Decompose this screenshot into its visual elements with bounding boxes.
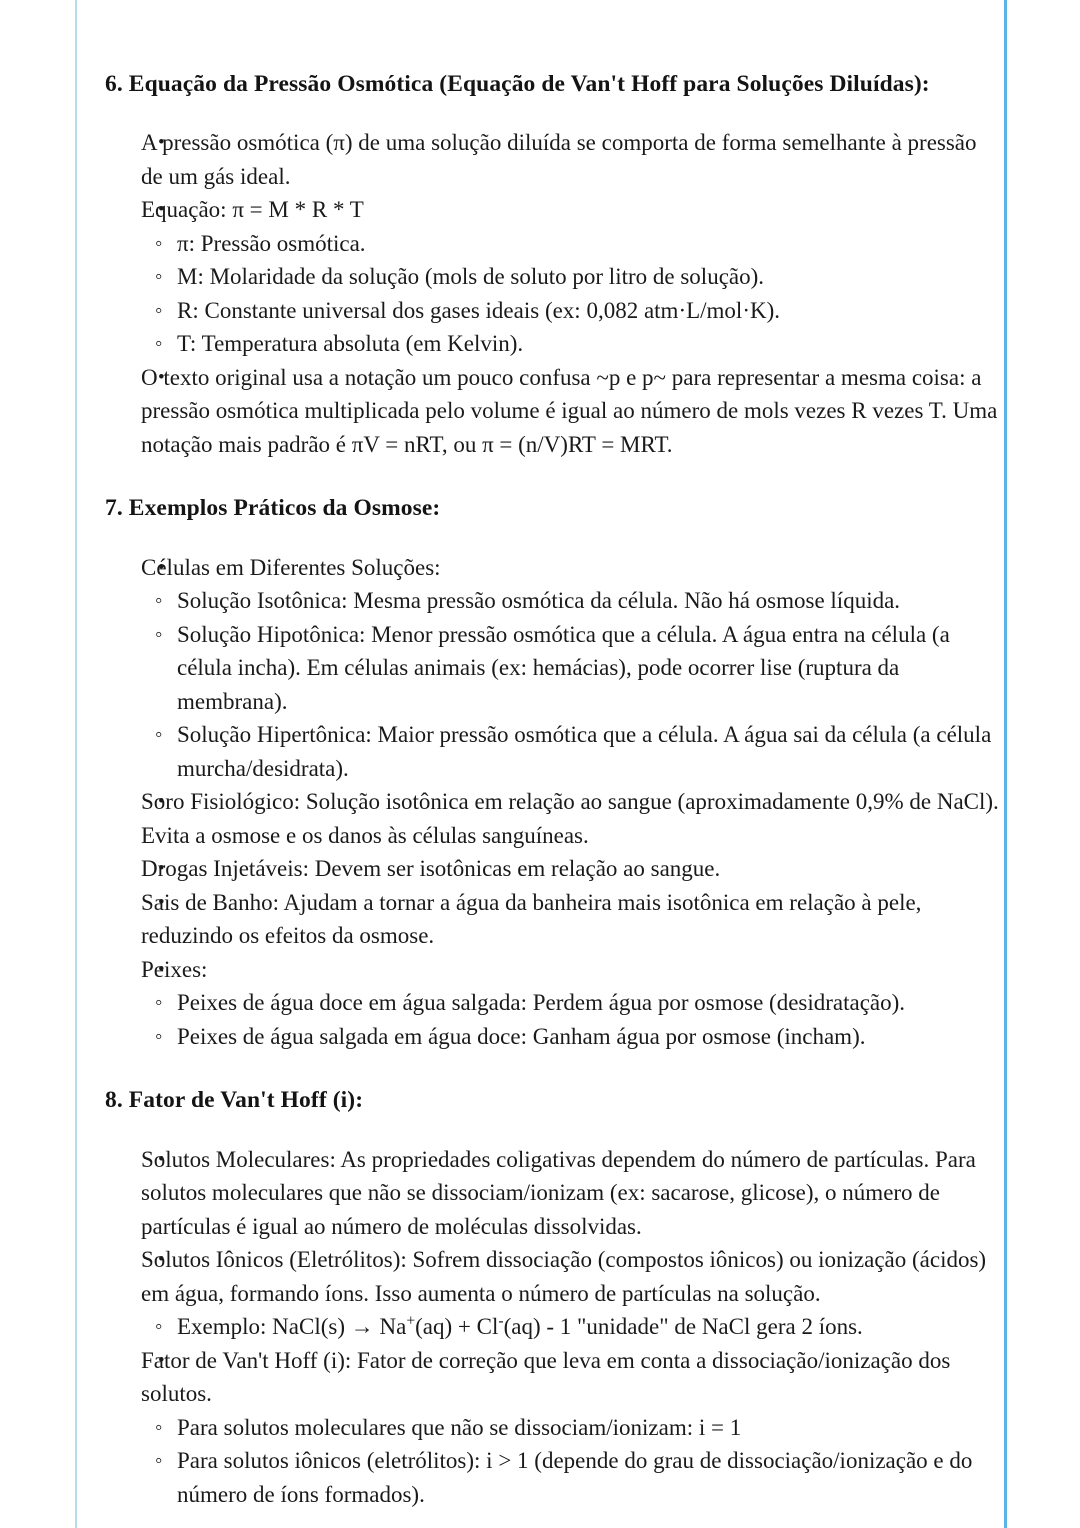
list-item bbox=[105, 551, 1000, 786]
sub-list-item-formula: ◦ Exemplo: NaCl(s) → Na+(aq) + Cl-(aq) - 1 "unidade" de NaCl gera 2 íons. bbox=[141, 1310, 1000, 1344]
spacer bbox=[105, 461, 1000, 494]
spacer bbox=[105, 99, 1000, 126]
sub-list-item: ◦ Peixes de água doce em água salgada: Perdem água por osmose (desidratação). bbox=[141, 986, 1000, 1020]
sub-list-item: ◦ Solução Hipertônica: Maior pressão osmótica que a célula. A água sai da célula (a célula murcha/desidrata). bbox=[141, 718, 1000, 785]
list-item-text: • Drogas Injetáveis: Devem ser isotônicas em relação ao sangue. bbox=[141, 852, 1000, 886]
sub-list-item: ◦ R: Constante universal dos gases ideais (ex: 0,082 atm·L/mol·K). bbox=[141, 294, 1000, 328]
section-heading-8: 8. Fator de Van't Hoff (i): bbox=[105, 1087, 364, 1114]
sub-list-item: ◦ T: Temperatura absoluta (em Kelvin). bbox=[141, 327, 1000, 361]
sub-list-item: ◦ Solução Hipotônica: Menor pressão osmótica que a célula. A água entra na célula (a célula incha). Em células animais (ex: hemácias), pode ocorrer lise (ruptura da membrana). bbox=[141, 618, 1000, 719]
list-item-text: • Soro Fisiológico: Solução isotônica em relação ao sangue (aproximadamente 0,9% de NaCl). Evita a osmose e os danos às células sanguíneas. bbox=[141, 785, 1000, 852]
sub-list-item: ◦ π: Pressão osmótica. bbox=[141, 227, 1000, 261]
sub-list-item: ◦ Peixes de água salgada em água doce: Ganham água por osmose (incham). bbox=[141, 1020, 1000, 1054]
list-item bbox=[105, 1143, 1000, 1244]
list-item-text: • O texto original usa a notação um pouco confusa ~p e p~ para representar a mesma coisa: a pressão osmótica multiplicada pelo volume é igual ao número de mols vezes R vezes T. Uma notação mais padrão é πV = nRT, ou π = (n/V)RT = MRT. bbox=[141, 361, 1000, 462]
sub-list-item: ◦ Para solutos moleculares que não se dissociam/ionizam: i = 1 bbox=[141, 1411, 1000, 1445]
section-8-bullet-list bbox=[105, 1143, 1000, 1512]
sub-list-item: ◦ M: Molaridade da solução (mols de soluto por litro de solução). bbox=[141, 260, 1000, 294]
list-item bbox=[105, 193, 1000, 361]
sub-list-item: ◦ Solução Isotônica: Mesma pressão osmótica da célula. Não há osmose líquida. bbox=[141, 584, 1000, 618]
sub-bullet-list bbox=[141, 1310, 1000, 1344]
spacer bbox=[105, 1053, 1000, 1086]
sub-bullet-list bbox=[141, 1411, 1000, 1512]
list-item bbox=[105, 1243, 1000, 1344]
section-heading-7: 7. Exemplos Práticos da Osmose: bbox=[105, 495, 441, 522]
list-item-text: • A pressão osmótica (π) de uma solução diluída se comporta de forma semelhante à pressão de um gás ideal. bbox=[141, 126, 1000, 193]
list-item-text: • Solutos Moleculares: As propriedades coligativas dependem do número de partículas. Para solutos moleculares que não se dissociam/ionizam (ex: sacarose, glicose), o número de partículas é igual ao número de moléculas dissolvidas. bbox=[141, 1143, 1000, 1244]
sub-bullet-list bbox=[141, 584, 1000, 785]
list-item bbox=[105, 953, 1000, 1054]
list-item-text: • Peixes: bbox=[141, 953, 1000, 987]
list-item-text: • Fator de Van't Hoff (i): Fator de correção que leva em conta a dissociação/ionização dos solutos. bbox=[141, 1344, 1000, 1411]
section-7-bullet-list bbox=[105, 551, 1000, 1054]
list-item bbox=[105, 785, 1000, 852]
list-item-text: • Solutos Iônicos (Eletrólitos): Sofrem dissociação (compostos iônicos) ou ionização (ácidos) em água, formando íons. Isso aumenta o número de partículas na solução. bbox=[141, 1243, 1000, 1310]
list-item bbox=[105, 1344, 1000, 1512]
list-item bbox=[105, 852, 1000, 886]
sub-bullet-list bbox=[141, 227, 1000, 361]
list-item-text: • Equação: π = M * R * T bbox=[141, 193, 1000, 227]
sub-list-item: ◦ Para solutos iônicos (eletrólitos): i > 1 (depende do grau de dissociação/ionização e do número de íons formados). bbox=[141, 1444, 1000, 1511]
section-heading-6: 6. Equação da Pressão Osmótica (Equação de Van't Hoff para Soluções Diluídas): bbox=[105, 71, 930, 97]
section-6-bullet-list bbox=[105, 126, 1000, 461]
list-item-text: • Células em Diferentes Soluções: bbox=[141, 551, 1000, 585]
list-item-text: • Sais de Banho: Ajudam a tornar a água da banheira mais isotônica em relação à pele, reduzindo os efeitos da osmose. bbox=[141, 886, 1000, 953]
sub-bullet-list bbox=[141, 986, 1000, 1053]
spacer bbox=[105, 1116, 1000, 1143]
spacer bbox=[105, 524, 1000, 551]
list-item bbox=[105, 361, 1000, 462]
list-item bbox=[105, 126, 1000, 193]
list-item bbox=[105, 886, 1000, 953]
